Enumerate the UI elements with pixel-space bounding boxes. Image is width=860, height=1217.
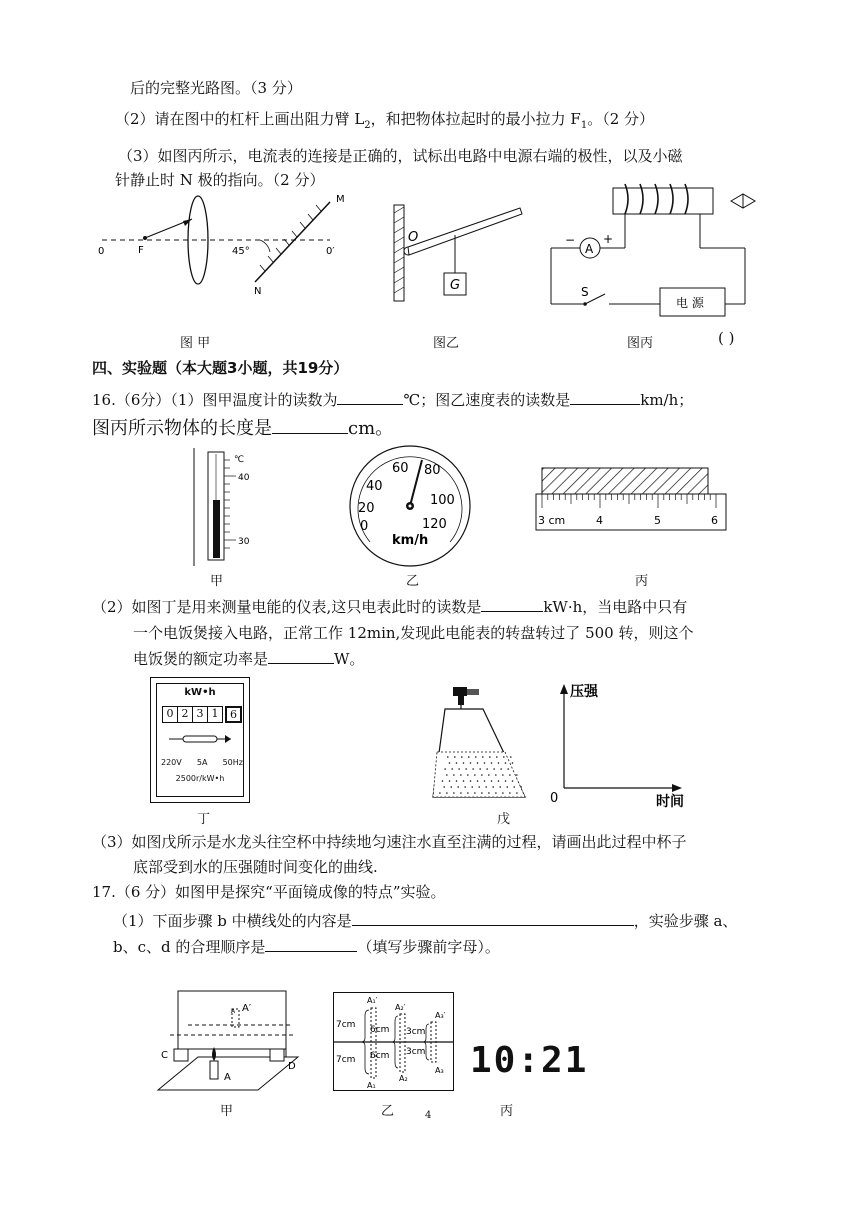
lever-label-g: G [450, 278, 461, 293]
thermo-tick-30: 30 [238, 537, 250, 547]
circuit-switch: S [581, 285, 589, 299]
q16-line1-b: ℃；图乙速度表的读数是 [403, 391, 571, 409]
water-dot [481, 774, 483, 776]
pos-d6b: 6cm [370, 1051, 390, 1061]
page-number: 4 [425, 1110, 432, 1121]
water-dot [450, 786, 452, 788]
water-dot [479, 768, 481, 770]
fig-bing-caption: 图丙 [627, 336, 654, 351]
circuit-plus: + [603, 232, 614, 246]
water-dot [453, 792, 455, 794]
water-dot [486, 768, 488, 770]
pos-a1: A₁ [367, 1081, 376, 1090]
q17-line2 [113, 911, 737, 931]
water-dot [484, 762, 486, 764]
q16-part2-line3 [133, 649, 364, 669]
water-dot [456, 762, 458, 764]
water-dot [444, 768, 446, 770]
water-dot [492, 786, 494, 788]
water-dot [507, 768, 509, 770]
optics-label-n: N [254, 286, 262, 297]
water-dot [447, 756, 449, 758]
pos-d3b: 3cm [406, 1047, 426, 1057]
thermo-tick-40: 40 [238, 473, 250, 483]
mirror-label-d: D [288, 1061, 296, 1072]
meter-spec-v: 220V [161, 758, 182, 767]
pos-a3: A₃ [435, 1066, 444, 1075]
speed-100: 100 [430, 493, 455, 508]
blank-meter[interactable] [481, 597, 543, 612]
water-dot [520, 786, 522, 788]
water-dot [475, 756, 477, 758]
water-dot [449, 762, 451, 764]
water-dot [505, 762, 507, 764]
water-dot [503, 756, 505, 758]
graph-origin: 0 [550, 791, 559, 806]
speedometer-figure [348, 444, 473, 569]
meter-spec-hz: 50Hz [222, 758, 243, 767]
water-dot [449, 780, 451, 782]
mirror-label-asmall: A [231, 1008, 236, 1015]
water-dot [439, 792, 441, 794]
q17-line2-a: （1）下面步骤 b 中横线处的内容是 [113, 912, 352, 930]
q16-line1-c: km/h； [640, 391, 694, 409]
meter-caption: 丁 [197, 812, 211, 827]
water-dot [505, 780, 507, 782]
water-dot [491, 762, 493, 764]
section-title: 四、实验题（本大题3小题，共19分） [92, 359, 349, 377]
water-dot [489, 756, 491, 758]
pos-d7b: 7cm [336, 1055, 356, 1065]
water-dot [502, 792, 504, 794]
q15-item3-a: （3）如图丙所示，电流表的连接是正确的，试标出电路中电源右端的极性，以及小磁 [118, 147, 683, 165]
graph-xlabel: 时间 [656, 794, 684, 810]
q16-part2-line1 [92, 597, 687, 617]
q15-item2-end: 。（2 分） [587, 110, 655, 128]
q16-part2-b: kW·h，当电路中只有 [543, 598, 688, 616]
q16-part2-line2: 一个电饭煲接入电路，正常工作 12min,发现此电能表的转盘转过了 500 转，则这个 [133, 624, 694, 642]
optics-label-f: F [138, 245, 144, 256]
pos-a2: A₂ [399, 1074, 408, 1083]
ruler-3cm: 3 cm [538, 514, 566, 527]
pressure-graph [548, 682, 698, 810]
water-dot [478, 786, 480, 788]
water-dot [477, 762, 479, 764]
thermometer-figure [190, 448, 260, 566]
speed-unit: km/h [392, 533, 429, 548]
speed-0: 0 [360, 519, 369, 534]
speed-120: 120 [422, 517, 447, 532]
fig-yi-caption: 图乙 [433, 336, 460, 351]
water-dot [463, 780, 465, 782]
ruler-4: 4 [596, 514, 603, 527]
digital-clock: 10:21 [470, 1040, 589, 1081]
mirror-caption: 甲 [220, 1104, 234, 1119]
water-dot [460, 774, 462, 776]
clock-caption: 丙 [500, 1104, 514, 1119]
speed-40: 40 [366, 479, 383, 494]
water-dot [484, 780, 486, 782]
meter-digit-4: 1 [208, 706, 223, 723]
water-dot [464, 786, 466, 788]
meter-spec-r: 2500r/kW•h [175, 774, 225, 783]
water-dot [470, 762, 472, 764]
meter-digit-5: 6 [225, 706, 242, 723]
q15-item2-sub: 2 [364, 120, 371, 131]
q16-line2-b: cm。 [348, 418, 394, 439]
cup-caption: 戊 [497, 812, 511, 827]
ruler-caption: 丙 [635, 574, 649, 589]
water-dot [516, 792, 518, 794]
answer-paren: ( ) [718, 329, 735, 347]
water-dot [461, 756, 463, 758]
meter-digit-1: 0 [162, 706, 178, 723]
q17-line1: 17.（6 分）如图甲是探究“平面镜成像的特点”实验。 [92, 883, 446, 901]
meter-digits [162, 706, 242, 723]
water-dot [506, 786, 508, 788]
water-dot [510, 756, 512, 758]
water-dot [471, 786, 473, 788]
water-dot [482, 756, 484, 758]
water-dot [509, 774, 511, 776]
q15-line-a: 后的完整光路图。（3 分） [130, 79, 302, 97]
blank-step-b[interactable] [352, 911, 634, 926]
water-dot [488, 774, 490, 776]
water-dot [474, 792, 476, 794]
speed-80: 80 [424, 463, 441, 478]
water-dot [446, 792, 448, 794]
optics-label-0: 0 [98, 246, 105, 257]
mirror-setup-figure [148, 985, 308, 1095]
q17-line3-b: （填写步骤前字母）。 [357, 938, 500, 956]
q15-item2-mid: ，和把物体拉起时的最小拉力 F [370, 110, 581, 128]
water-dot [454, 756, 456, 758]
water-dot [491, 780, 493, 782]
water-dot [463, 762, 465, 764]
q17-line3 [113, 937, 500, 957]
circuit-minus: − [565, 233, 576, 247]
pos-d7a: 7cm [336, 1020, 356, 1030]
water-dot [470, 780, 472, 782]
water-dot [453, 774, 455, 776]
lever-figure [392, 205, 532, 305]
pos-d6a: 6cm [370, 1025, 390, 1035]
positions-caption: 乙 [381, 1104, 395, 1119]
fig-jia-caption: 图 甲 [180, 336, 211, 351]
water-dot [457, 786, 459, 788]
pos-a3prime: A₃′ [435, 1011, 446, 1020]
optics-label-0prime: 0′ [326, 246, 335, 257]
water-dot [502, 774, 504, 776]
meter-digit-3: 3 [193, 706, 208, 723]
speedo-caption: 乙 [406, 574, 420, 589]
circuit-ammeter: A [585, 242, 594, 256]
pos-a1prime: A₁′ [367, 996, 378, 1005]
energy-meter [150, 677, 250, 803]
q16-line1 [92, 390, 693, 410]
water-dot [472, 768, 474, 770]
q15-item3-b: 针静止时 N 极的指向。（2 分） [115, 171, 325, 189]
ruler-6: 6 [711, 514, 718, 527]
ruler-figure [534, 466, 729, 536]
q16-part2-e: W。 [334, 650, 365, 668]
lever-label-o: O [408, 230, 419, 245]
optics-figure [90, 190, 350, 300]
water-dot [468, 756, 470, 758]
water-dot [474, 774, 476, 776]
water-dot [467, 774, 469, 776]
blank-temp[interactable] [337, 390, 403, 405]
water-dot [498, 762, 500, 764]
q16-part2-d: 电饭煲的额定功率是 [133, 650, 269, 668]
water-dot [509, 792, 511, 794]
water-dot [500, 768, 502, 770]
q15-item2 [115, 109, 654, 136]
water-dot [446, 774, 448, 776]
mirror-label-aprime: A′ [242, 1003, 252, 1014]
water-dot [512, 762, 514, 764]
water-dot [485, 786, 487, 788]
meter-unit: kW•h [184, 687, 216, 698]
optics-label-45: 45° [232, 246, 250, 257]
circuit-power: 电 源 [676, 296, 704, 310]
water-dot [499, 786, 501, 788]
water-dot [467, 792, 469, 794]
circuit-figure [545, 180, 785, 320]
water-dot [495, 792, 497, 794]
water-dot [465, 768, 467, 770]
graph-ylabel: 压强 [570, 684, 598, 700]
thermo-unit: ℃ [234, 455, 245, 465]
positions-figure [333, 992, 455, 1092]
water-dot [496, 756, 498, 758]
water-dot [516, 774, 518, 776]
water-dot [495, 774, 497, 776]
water-dot [443, 786, 445, 788]
q16-part3-line2: 底部受到水的压强随时间变化的曲线. [133, 858, 378, 876]
speed-60: 60 [392, 461, 409, 476]
water-dot [512, 780, 514, 782]
ruler-5: 5 [654, 514, 661, 527]
blank-power[interactable] [268, 649, 334, 664]
q17-line2-b: ，实验步骤 a、 [633, 912, 738, 930]
water-dot [498, 780, 500, 782]
cup-figure [425, 685, 535, 803]
meter-specs [161, 758, 243, 767]
water-dot [513, 786, 515, 788]
speed-20: 20 [358, 501, 375, 516]
thermo-caption: 甲 [210, 574, 224, 589]
optics-label-m: M [336, 194, 345, 205]
pos-d3a: 3cm [406, 1027, 426, 1037]
meter-disc [169, 733, 231, 745]
q16-part3-line1: （3）如图戊所示是水龙头往空杯中持续地匀速注水直至注满的过程，请画出此过程中杯子 [92, 833, 687, 851]
water-dot [477, 780, 479, 782]
q15-item2-sub2: 1 [580, 120, 588, 131]
q16-line2 [92, 416, 393, 441]
blank-speed[interactable] [570, 390, 640, 405]
q16-line1-a: 16.（6分）（1）图甲温度计的读数为 [92, 391, 338, 409]
water-dot [460, 792, 462, 794]
meter-digit-2: 2 [178, 706, 193, 723]
water-dot [458, 768, 460, 770]
water-dot [481, 792, 483, 794]
water-dot [488, 792, 490, 794]
water-dot [493, 768, 495, 770]
water-dot [456, 780, 458, 782]
water-dot [451, 768, 453, 770]
mirror-label-c: C [161, 1050, 168, 1061]
q15-item2-text: （2）请在图中的杠杆上画出阻力臂 L [115, 110, 365, 128]
pos-a2prime: A₂′ [395, 1003, 406, 1012]
water-dot [442, 780, 444, 782]
q16-part2-a: （2）如图丁是用来测量电能的仪表,这只电表此时的读数是 [92, 598, 482, 616]
q17-line3-a: b、c、d 的合理顺序是 [113, 938, 266, 956]
blank-length[interactable] [272, 416, 348, 434]
q16-line2-a: 图丙所示物体的长度是 [92, 418, 272, 439]
blank-order[interactable] [265, 937, 357, 952]
meter-spec-a: 5A [196, 758, 208, 767]
mirror-label-a: A [224, 1072, 231, 1083]
